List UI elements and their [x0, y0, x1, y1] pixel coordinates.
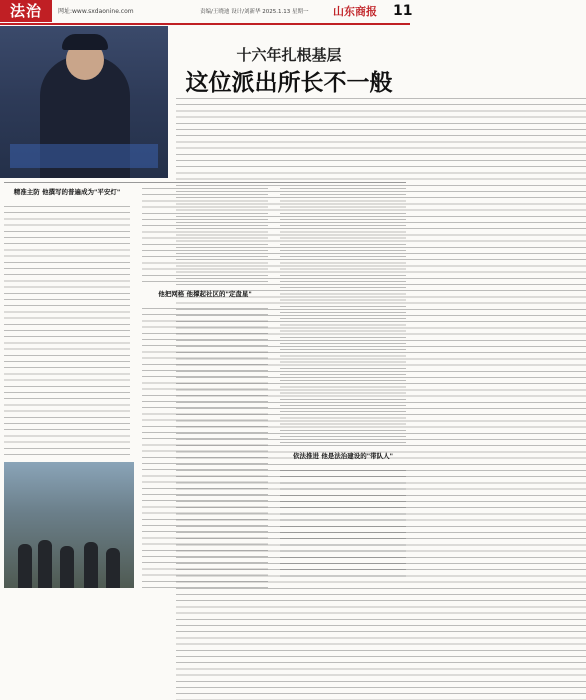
- photo-banner: [10, 144, 158, 168]
- column-text: [280, 188, 406, 448]
- headline-title: 这位派出所长不一般: [185, 69, 393, 96]
- column-text: [142, 188, 268, 286]
- newspaper-name: 山东商报: [333, 5, 377, 18]
- portrait-photo: [0, 26, 168, 178]
- section-tag: 法治: [0, 0, 52, 22]
- header-rule: [0, 23, 410, 25]
- article-column-2: [142, 188, 268, 580]
- bottom-photo: [4, 462, 134, 588]
- page-header: [0, 0, 413, 22]
- edition-meta: 责编/王晓迪 设计/刘新华 2025.1.13 星期一: [200, 9, 309, 15]
- section-heading-3: 依法推进 他是法治建设的"带队人": [292, 452, 394, 460]
- section-divider: [4, 182, 406, 183]
- article-column-1: [4, 206, 130, 458]
- site-url[interactable]: 网址:www.sxdaonine.com: [58, 8, 134, 15]
- photo-person: [60, 546, 74, 588]
- photo-person: [106, 548, 120, 588]
- photo-person: [84, 542, 98, 588]
- section-heading-1: 精准主防 他撰写的普遍成为"平安灯": [13, 188, 121, 196]
- page-number: 11: [393, 3, 413, 19]
- headline-kicker: 十六年扎根基层: [236, 46, 342, 64]
- section-heading-2: 他把网格 他撑起社区的"定盘星": [158, 290, 252, 298]
- photo-figure-cap: [62, 34, 108, 50]
- photo-person: [38, 540, 52, 588]
- article-column-3: [280, 188, 406, 580]
- column-text: [280, 470, 406, 580]
- column-text: [4, 206, 130, 458]
- photo-person: [18, 544, 32, 588]
- column-text: [142, 308, 268, 590]
